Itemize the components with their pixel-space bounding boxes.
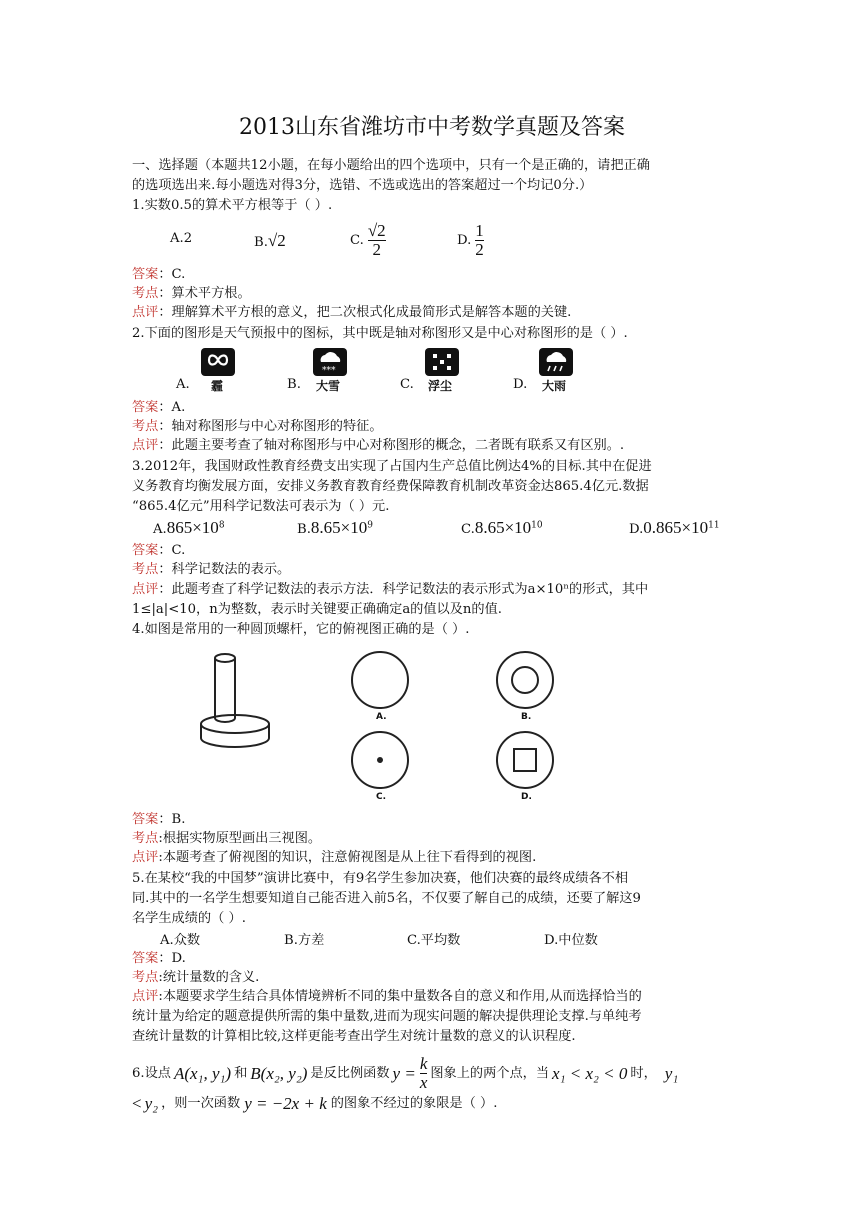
q3-point: 考点：科学记数法的表示。 [132, 562, 291, 577]
q2-option-d: D. [513, 377, 528, 392]
q6-stem-line-1: 6.设点 A(x₁, y₁) 和 B(x₂, y₂) 是反比例函数 y = $\frac{k}{x}$ 图象上的两个点，当 x₁ < x₂ < 0 时， y₁ [132, 1054, 679, 1092]
q4-answer: 答案：B. [132, 812, 186, 827]
icon-label-b: 大雪 [316, 379, 341, 393]
intro-line-2: 的选项选出来.每小题选对得3分，选错、不选或选出的答案超过一个均记0分.） [132, 178, 593, 193]
q1-point: 考点：算术平方根。 [132, 286, 251, 301]
q2-option-a: A. [176, 377, 190, 392]
page-title: 2013山东省潍坊市中考数学真题及答案 [239, 115, 625, 140]
fig-label-c: C. [376, 792, 387, 802]
q3-comment: 点评：此题考查了科学记数法的表示方法．科学记数法的表示形式为a×10ⁿ的形式，其中 [132, 582, 649, 597]
q3-option-a: $A.865\times 10^8$ [153, 518, 225, 537]
option-c-dot-figure [350, 730, 410, 790]
screw-3d-figure [195, 648, 275, 748]
q3-stem-line-2: 义务教育均衡发展方面，安排义务教育教育经费保障教育机制改革资金达865.4亿元.数据 [132, 479, 649, 494]
q1-option-d: D. $\frac{1}{2}$ [457, 221, 484, 259]
floating-dust-icon [425, 348, 459, 376]
q3-option-d: $D.0.865\times 10^{11}$ [629, 518, 720, 537]
q5-stem-line-3: 名学生成绩的（ ）. [132, 911, 246, 926]
q2-answer: 答案：A. [132, 400, 186, 415]
q3-option-c: $C.8.65\times 10^{10}$ [461, 518, 543, 537]
q4-stem: 4.如图是常用的一种圆顶螺杆，它的俯视图正确的是（ ）. [132, 622, 470, 637]
q3-stem-line-3: “865.4亿元”用科学记数法可表示为（ ）元. [132, 499, 390, 514]
q2-point: 考点：轴对称图形与中心对称图形的特征。 [132, 419, 383, 434]
q5-point: 考点:统计量数的含义. [132, 970, 260, 985]
q5-option-d: D.中位数 [544, 933, 598, 948]
q5-option-b: B.方差 [284, 933, 325, 948]
haze-icon [201, 348, 235, 376]
q5-option-c: C.平均数 [407, 933, 461, 948]
q1-answer: 答案：C. [132, 267, 186, 282]
fig-label-b: B. [521, 712, 532, 722]
option-a-circle-figure [350, 650, 410, 710]
q1-option-a: A.2 [170, 231, 193, 246]
svg-text:***: *** [322, 366, 336, 376]
icon-label-d: 大雨 [542, 379, 567, 393]
q1-option-c: C. $\frac{√2}{2}$ [350, 221, 386, 259]
q5-comment: 点评:本题要求学生结合具体情境辨析不同的集中量数各自的意义和作用,从而选择恰当的 [132, 989, 642, 1004]
q5-option-a: A.众数 [160, 933, 201, 948]
q5-comment-line-3: 查统计量数的计算相比较,这样更能考查出学生对统计量数的意义的认识程度. [132, 1029, 576, 1044]
q2-option-c: C. [400, 377, 414, 392]
q3-stem-line-1: 3.2012年，我国财政性教育经费支出实现了占国内生产总值比例达4%的目标.其中在促进 [132, 459, 652, 474]
icon-label-c: 浮尘 [428, 379, 453, 393]
q5-answer: 答案：D. [132, 951, 186, 966]
q2-comment: 点评：此题主要考查了轴对称图形与中心对称图形的概念，二者既有联系又有区别。. [132, 438, 625, 453]
q2-option-b: B. [287, 377, 301, 392]
q1-stem: 1.实数0.5的算术平方根等于（ ）. [132, 198, 333, 213]
k-over-x-fraction: $\frac{k}{x}$ [419, 1054, 428, 1092]
option-d-square-figure [495, 730, 555, 790]
q5-stem-line-1: 5.在某校“我的中国梦”演讲比赛中，有9名学生参加决赛，他们决赛的最终成绩各不相 [132, 871, 629, 886]
q2-stem: 2.下面的图形是天气预报中的图标，其中既是轴对称图形又是中心对称图形的是（ ）. [132, 326, 628, 341]
heavy-rain-icon [539, 348, 573, 376]
heavy-snow-icon [313, 348, 347, 376]
option-b-ring-figure [495, 650, 555, 710]
fraction-c: $\frac{√2}{2}$ [367, 221, 386, 259]
fraction-d: $\frac{1}{2}$ [475, 221, 484, 259]
q4-point: 考点:根据实物原型画出三视图。 [132, 831, 322, 846]
q3-option-b: $B.8.65\times 10^9$ [297, 518, 373, 537]
q4-comment: 点评:本题考查了俯视图的知识，注意俯视图是从上往下看得到的视图. [132, 850, 537, 865]
q6-stem-line-2: < y₂ ，则一次函数 y = −2x + k 的图象不经过的象限是（ ）. [132, 1094, 498, 1113]
q3-answer: 答案：C. [132, 543, 186, 558]
fig-label-d: D. [521, 792, 532, 802]
q5-stem-line-2: 同.其中的一名学生想要知道自己能否进入前5名，不仅要了解自己的成绩，还要了解这9 [132, 891, 641, 906]
intro-line-1: 一、选择题（本题共12小题，在每小题给出的四个选项中，只有一个是正确的，请把正确 [132, 158, 650, 173]
sqrt-two: √2 [267, 231, 286, 250]
q1-comment: 点评：理解算术平方根的意义，把二次根式化成最简形式是解答本题的关键. [132, 305, 572, 320]
icon-label-a: 霾 [211, 379, 224, 393]
q3-comment-line-2: 1≤|a|<10，n为整数，表示时关键要正确确定a的值以及n的值. [132, 602, 502, 617]
fig-label-a: A. [376, 712, 387, 722]
q5-comment-line-2: 统计量为给定的题意提供所需的集中量数,进而为现实问题的解决提供理论支撑.与单纯考 [132, 1009, 642, 1024]
q1-option-b: B.√2 [254, 231, 286, 250]
